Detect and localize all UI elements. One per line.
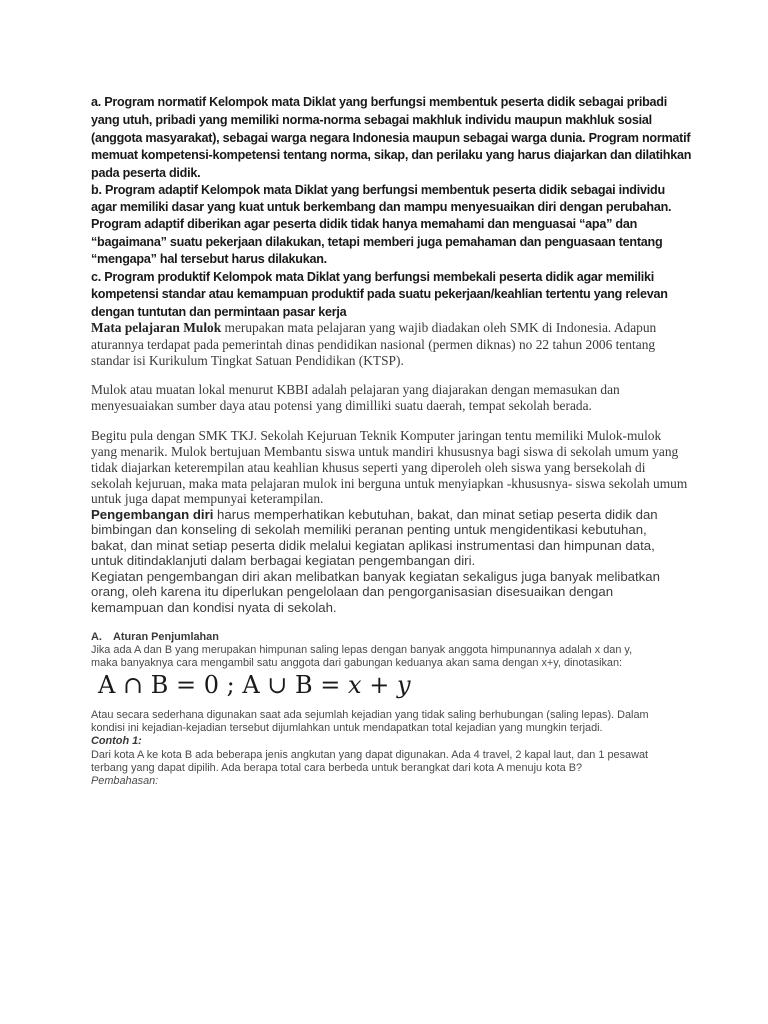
mulok-bold-term: Mata pelajaran Mulok [91,320,222,335]
heading-aturan-penjumlahan: A. Aturan Penjumlahan [91,631,219,643]
paragraph-program-adaptif: b. Program adaptif Kelompok mata Diklat yang berfungsi membentuk peserta didik sebagai individu [91,183,665,197]
text-line: menyesuaiakan sumber daya atau potensi yang dimilliki suatu daerah, tempat sekolah berada. [91,398,592,413]
text-line: Program adaptif diberikan agar peserta didik tidak hanya memahami dan menguasai “apa” dan [91,217,638,231]
text-line: agar memiliki dasar yang kuat untuk berkembang dan mampu menyesuaikan diri dengan perubahan. [91,200,672,214]
text-line: bakat, dan minat setiap peserta didik melalui kegiatan aplikasi instrumentasi dan himpunan data, [91,538,655,553]
text-line: pada peserta didik. [91,166,201,180]
paragraph-mulok-tkj: Begitu pula dengan SMK TKJ. Sekolah Kejuruan Teknik Komputer jaringan tentu memiliki Mulok-mulok [91,428,662,443]
paragraph-mulok-kbbi: Mulok atau muatan lokal menurut KBBI adalah pelajaran yang diajarakan dengan memasukan dan [91,382,620,397]
text-line: bimbingan dan konseling di sekolah memiliki peranan penting untuk mengidentikasi kebutuhan, [91,522,647,537]
text-line: kompetensi standar atau kemampuan produktif pada suatu pekerjaan/keahlian tertentu yang relevan [91,287,668,301]
text-line: sekolah kejuruan, maka mata pelajaran mulok ini berguna untuk menyiapkan -khususnya- siswa sekolah umum [91,476,688,491]
program-produktif-label: c. Program produktif [91,270,210,284]
paragraph-program-normatif: a. Program normatif Kelompok mata Diklat yang berfungsi membentuk peserta didik sebagai pribadi [91,95,668,109]
text-line: memuat kompetensi-kompetensi tentang norma, sikap, dan perilaku yang harus diajarkan dan dilatihkan [91,148,692,162]
pengembangan-bold-term: Pengembangan diri [91,507,214,522]
text-line: standar isi Kurikulum Tingkat Satuan Pendidikan (KTSP). [91,353,404,368]
pembahasan-label: Pembahasan: [91,775,159,787]
contoh-label: Contoh 1: [91,735,142,747]
text-line: yang menarik. Mulok bertujuan Membantu siswa untuk mandiri khususnya bagi siswa di sekolah umum yang [91,444,679,459]
text-line: “mengapa” hal tersebut harus dilakukan. [91,252,327,266]
text-line: dengan tuntutan dan permintaan pasar kerja [91,305,347,319]
program-adaptif-label: b. Program adaptif [91,183,198,197]
text-line: terbang yang dapat dipilih. Ada berapa total cara berbeda untuk berangkat dari kota A menuju kota B? [91,762,583,774]
program-normatif-label: a. Program normatif [91,95,206,109]
text-line: orang, oleh karena itu diperlukan pengelolaan dan pengorganisasian disesuaikan dengan [91,584,614,599]
text-line: kemampuan dan kondisi nyata di sekolah. [91,600,337,615]
paragraph-pengembangan-intro: Pengembangan diri harus memperhatikan kebutuhan, bakat, dan minat setiap peserta didik dan [91,507,658,522]
text-line: maka banyaknya cara mengambil satu anggota dari gabungan keduanya akan sama dengan x+y, dinotasikan: [91,657,623,669]
paragraph-program-produktif: c. Program produktif Kelompok mata Diklat yang berfungsi membekali peserta didik agar memiliki [91,270,654,284]
text-line: Dari kota A ke kota B ada beberapa jenis angkutan yang dapat digunakan. Ada 4 travel, 2 kapal laut, dan 1 pesawat [91,749,649,761]
text-line: untuk ditindaklanjuti dalam berbagai kegiatan pengembangan diri. [91,553,476,568]
text-line: yang utuh, pribadi yang memiliki norma-norma sebagai makhluk individu maupun makhluk sosial [91,113,652,127]
text-line: untuk juga dapat mempunyai keterampilan. [91,491,324,506]
text-line: Kegiatan pengembangan diri akan melibatkan banyak kegiatan sekaligus juga banyak melibatkan [91,569,660,584]
text-line: Atau secara sederhana digunakan saat ada sejumlah kejadian yang tidak saling berhubungan (saling lepas). Dalam [91,709,649,721]
text-line: “bagaimana” suatu pekerjaan dilakukan, tetapi memberi juga pemahaman dan penguasaan tentang [91,235,663,249]
math-formula: A ∩ B = 0 ; A ∪ B = x + y [98,671,411,699]
paragraph-mulok-intro: Mata pelajaran Mulok merupakan mata pelajaran yang wajib diadakan oleh SMK di Indonesia. Adapun [91,320,657,335]
text-line: aturannya terdapat pada pemerintah dinas pendidikan nasional (permen diknas) no 22 tahun 2006 tentang [91,337,656,352]
text-line: tidak diajarkan keterempilan atau keahlian khusus seperti yang diperoleh oleh siswa yang bersekolah di [91,460,646,475]
text-line: kondisi ini kejadian-kejadian tersebut dijumlahkan untuk mendapatkan total kejadian yang mungkin terjadi. [91,722,603,734]
text-line: (anggota masyarakat), sebagai warga negara Indonesia maupun sebagai warga dunia. Program normatif [91,131,691,145]
text-line: Jika ada A dan B yang merupakan himpunan saling lepas dengan banyak anggota himpunannya adalah x dan y, [91,644,633,656]
